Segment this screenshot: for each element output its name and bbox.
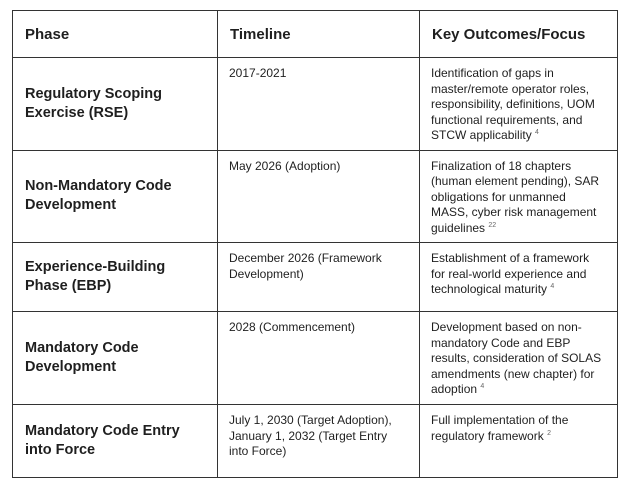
footnote-ref: 4 (480, 383, 485, 390)
outcome-cell (420, 150, 618, 243)
outcome-text: Development based on non-mandatory Code and EBP results, consideration of SOLAS amendments (new chapter) for adoption (431, 320, 602, 396)
outcome-cell (420, 405, 618, 478)
header-outcomes: Key Outcomes/Focus (420, 11, 618, 58)
outcome-cell (420, 243, 618, 312)
outcome-text: Identification of gaps in master/remote operator roles, responsibility, definitions, UOM functional requirements, and STCW applicability (431, 66, 595, 142)
outcome-cell (420, 312, 618, 405)
table-row (13, 405, 618, 478)
phase-cell: Regulatory Scoping Exercise (RSE) (13, 58, 218, 151)
table-row (13, 150, 618, 243)
footnote-ref: 2 (547, 429, 551, 437)
phase-cell: Non-Mandatory Code Development (13, 150, 218, 243)
timeline-cell: 2017-2021 (218, 58, 420, 151)
timeline-cell: July 1, 2030 (Target Adoption), January 1, 2032 (Target Entry into Force) (218, 405, 420, 478)
outcome-text: Finalization of 18 chapters (human element pending), SAR obligations for unmanned MASS, cyber risk management guidelines (431, 158, 600, 235)
header-phase: Phase (13, 11, 218, 58)
timeline-cell: May 2026 (Adoption) (218, 150, 420, 243)
outcome-text: Establishment of a framework for real-world experience and technological maturity (431, 251, 590, 296)
timeline-cell: 2028 (Commencement) (218, 312, 420, 405)
phase-cell: Mandatory Code Development (13, 312, 218, 405)
phase-cell: Experience-Building Phase (EBP) (13, 243, 218, 312)
footnote-ref: 4 (550, 283, 555, 290)
header-timeline: Timeline (218, 11, 420, 58)
phase-table (12, 10, 618, 478)
table-row (13, 312, 618, 405)
header-row (13, 11, 618, 58)
footnote-ref: 22 (488, 221, 497, 229)
footnote-ref: 4 (535, 129, 539, 136)
timeline-cell: December 2026 (Framework Development) (218, 243, 420, 312)
outcome-text: Full implementation of the regulatory framework (431, 413, 569, 443)
phase-cell: Mandatory Code Entry into Force (13, 405, 218, 478)
outcome-cell (420, 58, 618, 151)
table-row (13, 58, 618, 151)
table-row (13, 243, 618, 312)
